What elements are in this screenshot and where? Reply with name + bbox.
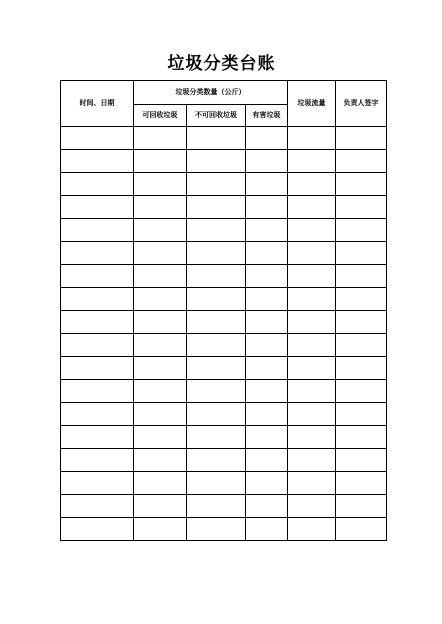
- cell-signature[interactable]: [336, 196, 387, 219]
- cell-hazardous[interactable]: [246, 472, 288, 495]
- cell-non-recyclable[interactable]: [187, 150, 246, 173]
- header-destination: 垃圾流量: [288, 81, 336, 127]
- cell-destination[interactable]: [288, 150, 336, 173]
- cell-date-time[interactable]: [61, 495, 134, 518]
- cell-non-recyclable[interactable]: [187, 311, 246, 334]
- header-quantity-group: 垃圾分类数量（公斤）: [134, 81, 288, 105]
- cell-signature[interactable]: [336, 265, 387, 288]
- cell-non-recyclable[interactable]: [187, 219, 246, 242]
- cell-date-time[interactable]: [61, 242, 134, 265]
- cell-signature[interactable]: [336, 472, 387, 495]
- table-row: [61, 311, 387, 334]
- cell-destination[interactable]: [288, 242, 336, 265]
- table-row: [61, 288, 387, 311]
- cell-hazardous[interactable]: [246, 311, 288, 334]
- cell-destination[interactable]: [288, 357, 336, 380]
- cell-hazardous[interactable]: [246, 518, 288, 541]
- cell-recyclable[interactable]: [134, 311, 187, 334]
- header-non-recyclable: 不可回收垃圾: [187, 105, 246, 127]
- cell-non-recyclable[interactable]: [187, 449, 246, 472]
- cell-signature[interactable]: [336, 288, 387, 311]
- cell-date-time[interactable]: [61, 311, 134, 334]
- cell-recyclable[interactable]: [134, 242, 187, 265]
- cell-hazardous[interactable]: [246, 334, 288, 357]
- cell-non-recyclable[interactable]: [187, 173, 246, 196]
- cell-recyclable[interactable]: [134, 495, 187, 518]
- cell-non-recyclable[interactable]: [187, 403, 246, 426]
- cell-hazardous[interactable]: [246, 242, 288, 265]
- cell-destination[interactable]: [288, 449, 336, 472]
- cell-date-time[interactable]: [61, 196, 134, 219]
- cell-signature[interactable]: [336, 426, 387, 449]
- cell-hazardous[interactable]: [246, 150, 288, 173]
- ledger-table: [60, 80, 387, 541]
- cell-date-time[interactable]: [61, 449, 134, 472]
- cell-signature[interactable]: [336, 150, 387, 173]
- cell-recyclable[interactable]: [134, 403, 187, 426]
- cell-date-time[interactable]: [61, 334, 134, 357]
- cell-signature[interactable]: [336, 242, 387, 265]
- cell-hazardous[interactable]: [246, 288, 288, 311]
- cell-date-time[interactable]: [61, 403, 134, 426]
- table-row: [61, 127, 387, 150]
- cell-non-recyclable[interactable]: [187, 518, 246, 541]
- cell-destination[interactable]: [288, 127, 336, 150]
- table-row: [61, 219, 387, 242]
- table-row: [61, 173, 387, 196]
- cell-signature[interactable]: [336, 403, 387, 426]
- cell-signature[interactable]: [336, 357, 387, 380]
- table-row: [61, 334, 387, 357]
- cell-hazardous[interactable]: [246, 219, 288, 242]
- cell-date-time[interactable]: [61, 150, 134, 173]
- cell-hazardous[interactable]: [246, 196, 288, 219]
- header-date-time: 时间、日期: [61, 81, 134, 127]
- cell-recyclable[interactable]: [134, 426, 187, 449]
- table-row: [61, 472, 387, 495]
- header-recyclable: 可回收垃圾: [134, 105, 187, 127]
- cell-destination[interactable]: [288, 495, 336, 518]
- header-signature: 负责人签字: [336, 81, 387, 127]
- cell-date-time[interactable]: [61, 288, 134, 311]
- cell-date-time[interactable]: [61, 380, 134, 403]
- cell-hazardous[interactable]: [246, 127, 288, 150]
- cell-recyclable[interactable]: [134, 219, 187, 242]
- cell-recyclable[interactable]: [134, 518, 187, 541]
- table-row: [61, 518, 387, 541]
- cell-destination[interactable]: [288, 334, 336, 357]
- table-row: [61, 196, 387, 219]
- table-row: [61, 380, 387, 403]
- cell-non-recyclable[interactable]: [187, 196, 246, 219]
- cell-destination[interactable]: [288, 196, 336, 219]
- cell-date-time[interactable]: [61, 219, 134, 242]
- cell-hazardous[interactable]: [246, 449, 288, 472]
- cell-signature[interactable]: [336, 380, 387, 403]
- cell-non-recyclable[interactable]: [187, 357, 246, 380]
- cell-date-time[interactable]: [61, 472, 134, 495]
- cell-date-time[interactable]: [61, 173, 134, 196]
- cell-destination[interactable]: [288, 380, 336, 403]
- cell-signature[interactable]: [336, 518, 387, 541]
- cell-recyclable[interactable]: [134, 334, 187, 357]
- cell-signature[interactable]: [336, 219, 387, 242]
- table-row: [61, 265, 387, 288]
- cell-date-time[interactable]: [61, 518, 134, 541]
- cell-recyclable[interactable]: [134, 150, 187, 173]
- cell-non-recyclable[interactable]: [187, 265, 246, 288]
- cell-hazardous[interactable]: [246, 495, 288, 518]
- cell-recyclable[interactable]: [134, 288, 187, 311]
- cell-recyclable[interactable]: [134, 265, 187, 288]
- cell-recyclable[interactable]: [134, 357, 187, 380]
- cell-non-recyclable[interactable]: [187, 472, 246, 495]
- cell-signature[interactable]: [336, 449, 387, 472]
- table-row: [61, 242, 387, 265]
- cell-signature[interactable]: [336, 127, 387, 150]
- cell-non-recyclable[interactable]: [187, 127, 246, 150]
- cell-destination[interactable]: [288, 311, 336, 334]
- cell-recyclable[interactable]: [134, 127, 187, 150]
- cell-date-time[interactable]: [61, 127, 134, 150]
- cell-non-recyclable[interactable]: [187, 426, 246, 449]
- cell-signature[interactable]: [336, 495, 387, 518]
- cell-recyclable[interactable]: [134, 472, 187, 495]
- cell-hazardous[interactable]: [246, 173, 288, 196]
- cell-signature[interactable]: [336, 334, 387, 357]
- cell-non-recyclable[interactable]: [187, 242, 246, 265]
- cell-non-recyclable[interactable]: [187, 495, 246, 518]
- cell-destination[interactable]: [288, 173, 336, 196]
- cell-recyclable[interactable]: [134, 173, 187, 196]
- cell-date-time[interactable]: [61, 426, 134, 449]
- table-row: [61, 357, 387, 380]
- cell-hazardous[interactable]: [246, 357, 288, 380]
- cell-destination[interactable]: [288, 288, 336, 311]
- cell-recyclable[interactable]: [134, 449, 187, 472]
- cell-hazardous[interactable]: [246, 426, 288, 449]
- cell-destination[interactable]: [288, 403, 336, 426]
- cell-signature[interactable]: [336, 311, 387, 334]
- cell-destination[interactable]: [288, 219, 336, 242]
- table-row: [61, 449, 387, 472]
- cell-non-recyclable[interactable]: [187, 288, 246, 311]
- cell-destination[interactable]: [288, 426, 336, 449]
- cell-date-time[interactable]: [61, 265, 134, 288]
- table-row: [61, 403, 387, 426]
- ledger-body: [61, 127, 387, 541]
- cell-hazardous[interactable]: [246, 265, 288, 288]
- page-title: 垃圾分类台账: [167, 54, 276, 74]
- table-row: [61, 426, 387, 449]
- cell-destination[interactable]: [288, 265, 336, 288]
- header-hazardous: 有害垃圾: [246, 105, 288, 127]
- cell-hazardous[interactable]: [246, 403, 288, 426]
- cell-non-recyclable[interactable]: [187, 334, 246, 357]
- table-row: [61, 495, 387, 518]
- cell-non-recyclable[interactable]: [187, 380, 246, 403]
- cell-recyclable[interactable]: [134, 380, 187, 403]
- cell-recyclable[interactable]: [134, 196, 187, 219]
- cell-destination[interactable]: [288, 472, 336, 495]
- cell-hazardous[interactable]: [246, 380, 288, 403]
- cell-date-time[interactable]: [61, 357, 134, 380]
- cell-signature[interactable]: [336, 173, 387, 196]
- cell-destination[interactable]: [288, 518, 336, 541]
- table-row: [61, 150, 387, 173]
